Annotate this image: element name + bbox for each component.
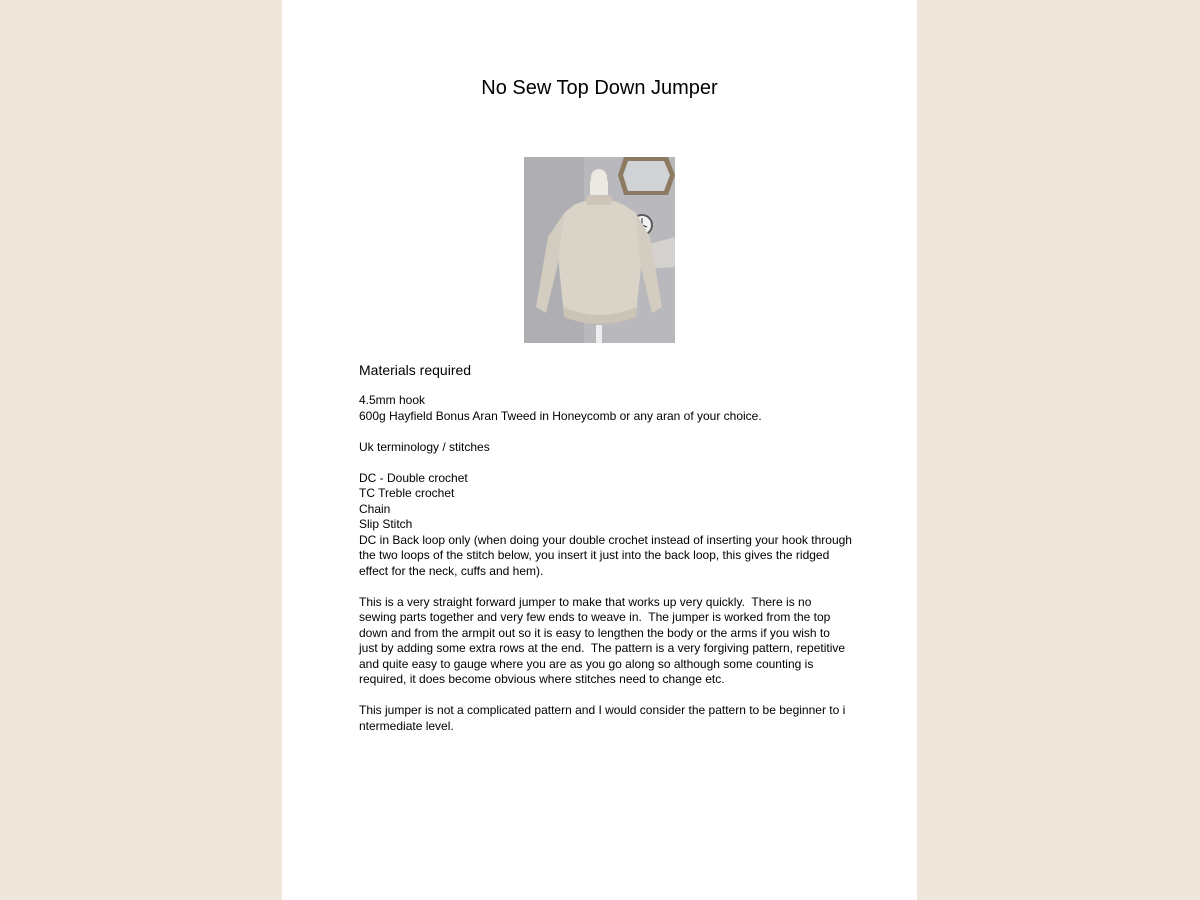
stitch-line: the two loops of the stitch below, you insert it just into the back loop, this gives the ridged: [359, 548, 830, 562]
stitch-line: Chain: [359, 501, 391, 516]
stitch-line: DC in Back loop only (when doing your double crochet instead of inserting your hook through: [359, 532, 852, 547]
description-line: sewing parts together and very few ends to weave in. The jumper is worked from the top: [359, 610, 831, 624]
document-page: [282, 0, 917, 900]
jumper-photo: [524, 157, 675, 343]
materials-heading: Materials required: [359, 362, 472, 378]
terminology-heading: Uk terminology / stitches: [359, 439, 490, 454]
pattern-text: [359, 361, 852, 734]
description-line: and quite easy to gauge where you are as you go along so although some counting is: [359, 656, 814, 671]
stitch-line: effect for the neck, cuffs and hem).: [359, 563, 544, 578]
page-title: No Sew Top Down Jumper: [481, 77, 718, 99]
stitch-line: DC - Double crochet: [359, 470, 468, 485]
stitch-line: Slip Stitch: [359, 517, 413, 531]
description-line: This is a very straight forward jumper to make that works up very quickly. There is no: [359, 594, 812, 609]
stitch-line: TC Treble crochet: [359, 486, 455, 500]
description-line: down and from the armpit out so it is easy to lengthen the body or the arms if you wish to: [359, 625, 830, 640]
level-note-line: ntermediate level.: [359, 718, 454, 733]
level-note-line: This jumper is not a complicated pattern and I would consider the pattern to be beginner to i: [359, 703, 846, 717]
material-line: 4.5mm hook: [359, 393, 426, 407]
description-line: just by adding some extra rows at the end. The pattern is a very forgiving pattern, repetitive: [359, 641, 846, 655]
description-line: required, it does become obvious where stitches need to change etc.: [359, 672, 725, 686]
material-line: 600g Hayfield Bonus Aran Tweed in Honeycomb or any aran of your choice.: [359, 408, 762, 423]
